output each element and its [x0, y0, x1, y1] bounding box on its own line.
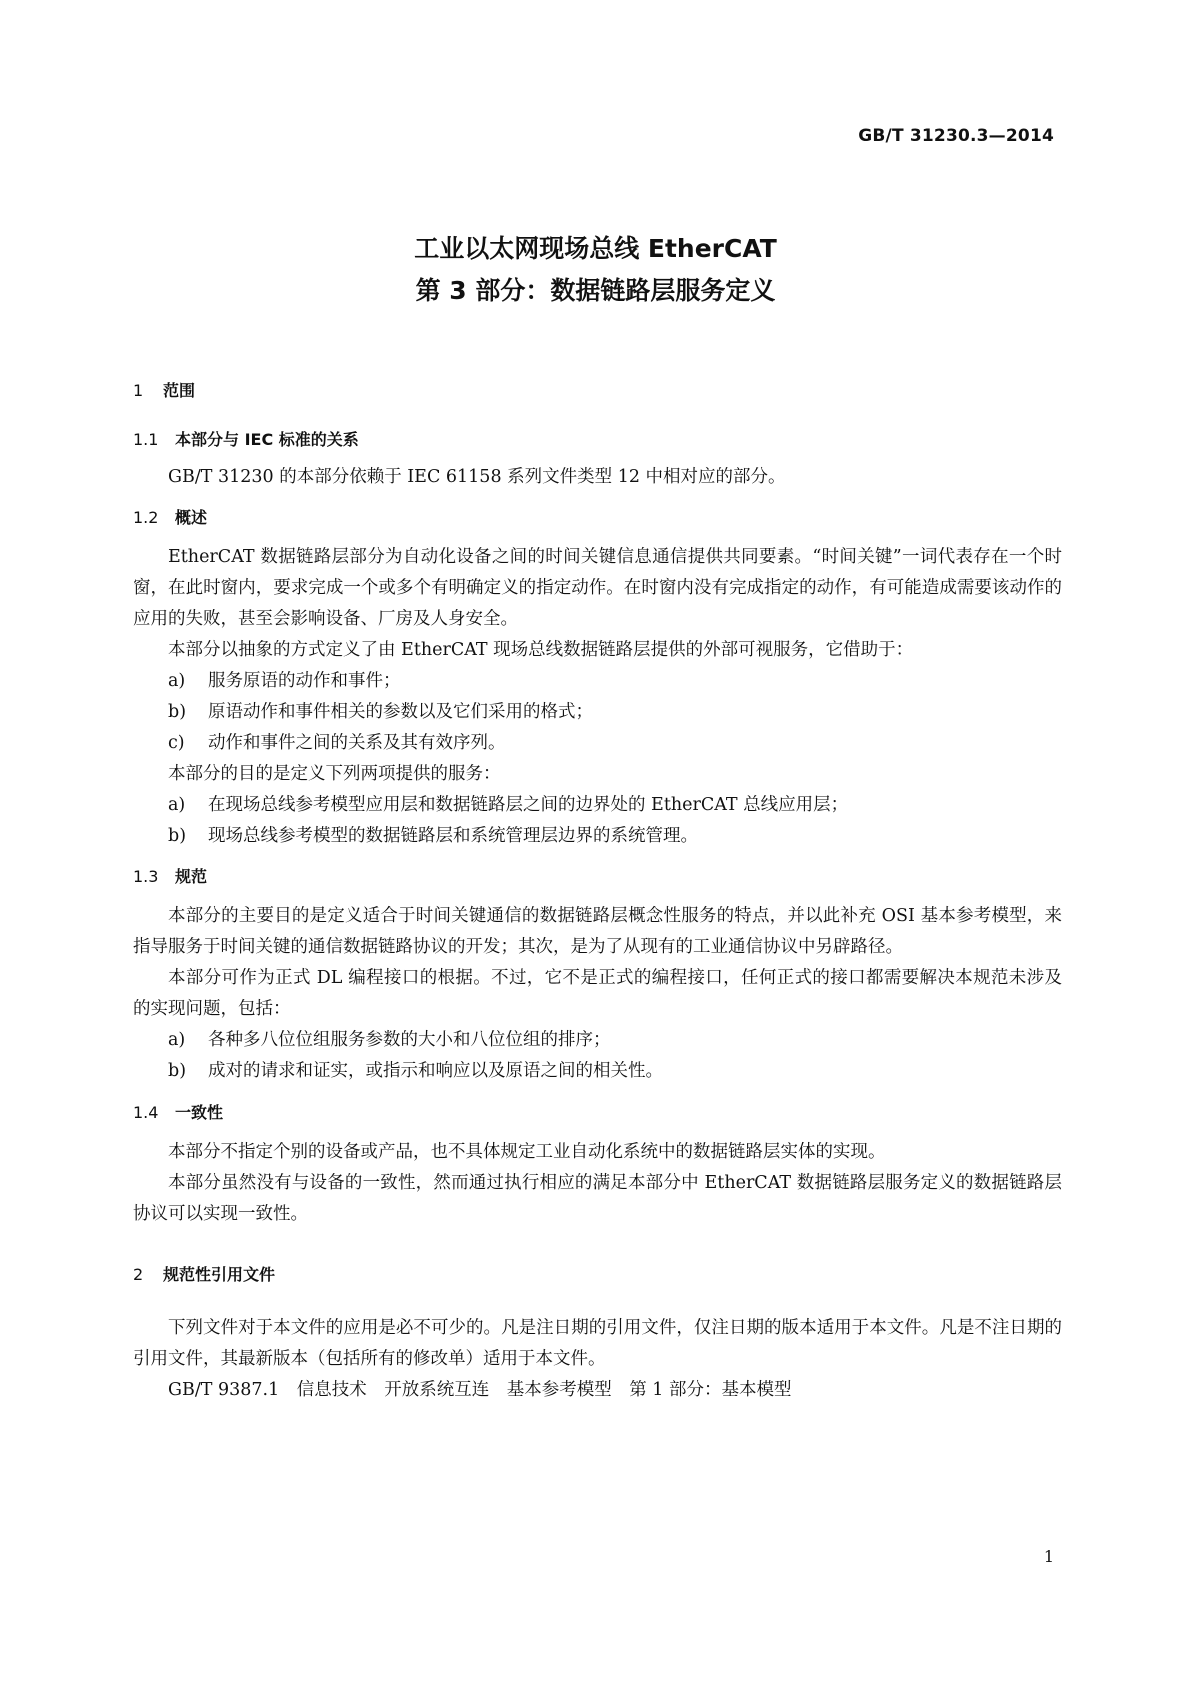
title-line-1: 工业以太网现场总线 EtherCAT	[414, 234, 777, 263]
section-1-1-heading	[133, 427, 1062, 450]
section-title: 规范性引用文件	[163, 1265, 276, 1284]
section-number: 2	[133, 1265, 144, 1284]
list-text: 各种多八位位组服务参数的大小和八位位组的排序；	[208, 1030, 611, 1050]
section-title: 规范	[175, 867, 208, 886]
paragraph: 本部分可作为正式 DL 编程接口的根据。不过，它不是正式的编程接口，任何正式的接口都需要解决本规范未涉及的实现问题，包括：	[133, 968, 1062, 1019]
list-item	[133, 790, 1062, 821]
paragraph: 本部分的目的是定义下列两项提供的服务：	[168, 764, 501, 784]
section-1-4-heading	[133, 1100, 1062, 1123]
section-title: 范围	[163, 381, 196, 400]
list-item	[133, 697, 1062, 728]
list-marker: a)	[168, 671, 186, 691]
list-item	[133, 1025, 1062, 1056]
document-code: GB/T 31230.3—2014	[858, 126, 1054, 146]
reference-entry: GB/T 9387.1 信息技术 开放系统互连 基本参考模型 第 1 部分：基本模型	[168, 1380, 792, 1400]
section-1-heading	[133, 378, 1062, 401]
document-title	[0, 228, 1191, 312]
section-number: 1	[133, 381, 144, 400]
list-item	[133, 1056, 1062, 1087]
section-number: 1.2	[133, 508, 159, 527]
list-item	[133, 666, 1062, 697]
paragraph: 本部分虽然没有与设备的一致性，然而通过执行相应的满足本部分中 EtherCAT 数据链路层服务定义的数据链路层协议可以实现一致性。	[133, 1173, 1062, 1224]
list-item	[133, 728, 1062, 759]
list-text: 现场总线参考模型的数据链路层和系统管理层边界的系统管理。	[208, 826, 698, 846]
section-1-3-heading	[133, 864, 1062, 887]
paragraph: EtherCAT 数据链路层部分为自动化设备之间的时间关键信息通信提供共同要素。“时间关键”一词代表存在一个时窗，在此时窗内，要求完成一个或多个有明确定义的指定动作。在时窗内没有完成指定的动作，有可能造成需要该动作的应用的失败，甚至会影响设备、厂房及人身安全。	[133, 547, 1062, 629]
section-number: 1.3	[133, 867, 159, 886]
list-text: 成对的请求和证实，或指示和响应以及原语之间的相关性。	[208, 1061, 663, 1081]
section-1-2-heading	[133, 505, 1062, 528]
page-number: 1	[1043, 1547, 1054, 1566]
list-marker: a)	[168, 1030, 186, 1050]
section-title: 一致性	[175, 1103, 224, 1122]
section-title: 本部分与 IEC 标准的关系	[175, 430, 359, 449]
list-item	[133, 821, 1062, 852]
list-marker: c)	[168, 733, 185, 753]
list-text: 原语动作和事件相关的参数以及它们采用的格式；	[208, 702, 593, 722]
section-number: 1.1	[133, 430, 159, 449]
list-marker: a)	[168, 795, 186, 815]
list-text: 服务原语的动作和事件；	[208, 671, 401, 691]
paragraph: 下列文件对于本文件的应用是必不可少的。凡是注日期的引用文件，仅注日期的版本适用于本文件。凡是不注日期的引用文件，其最新版本（包括所有的修改单）适用于本文件。	[133, 1318, 1062, 1369]
list-text: 动作和事件之间的关系及其有效序列。	[208, 733, 506, 753]
section-title: 概述	[175, 508, 208, 527]
paragraph: 本部分以抽象的方式定义了由 EtherCAT 现场总线数据链路层提供的外部可视服务，它借助于：	[168, 640, 914, 660]
list-marker: b)	[168, 826, 187, 846]
paragraph: GB/T 31230 的本部分依赖于 IEC 61158 系列文件类型 12 中相对应的部分。	[168, 467, 786, 487]
document-body	[133, 378, 1062, 1406]
list-text: 在现场总线参考模型应用层和数据链路层之间的边界处的 EtherCAT 总线应用层；	[208, 795, 849, 815]
section-2-heading	[133, 1262, 1062, 1285]
paragraph: 本部分不指定个别的设备或产品，也不具体规定工业自动化系统中的数据链路层实体的实现。	[168, 1142, 886, 1162]
title-line-2: 第 3 部分：数据链路层服务定义	[415, 276, 776, 305]
list-marker: b)	[168, 702, 187, 722]
paragraph: 本部分的主要目的是定义适合于时间关键通信的数据链路层概念性服务的特点，并以此补充 OSI 基本参考模型，来指导服务于时间关键的通信数据链路协议的开发；其次，是为了从现有的工业通信协议中另辟路径。	[133, 906, 1062, 957]
section-number: 1.4	[133, 1103, 159, 1122]
list-marker: b)	[168, 1061, 187, 1081]
